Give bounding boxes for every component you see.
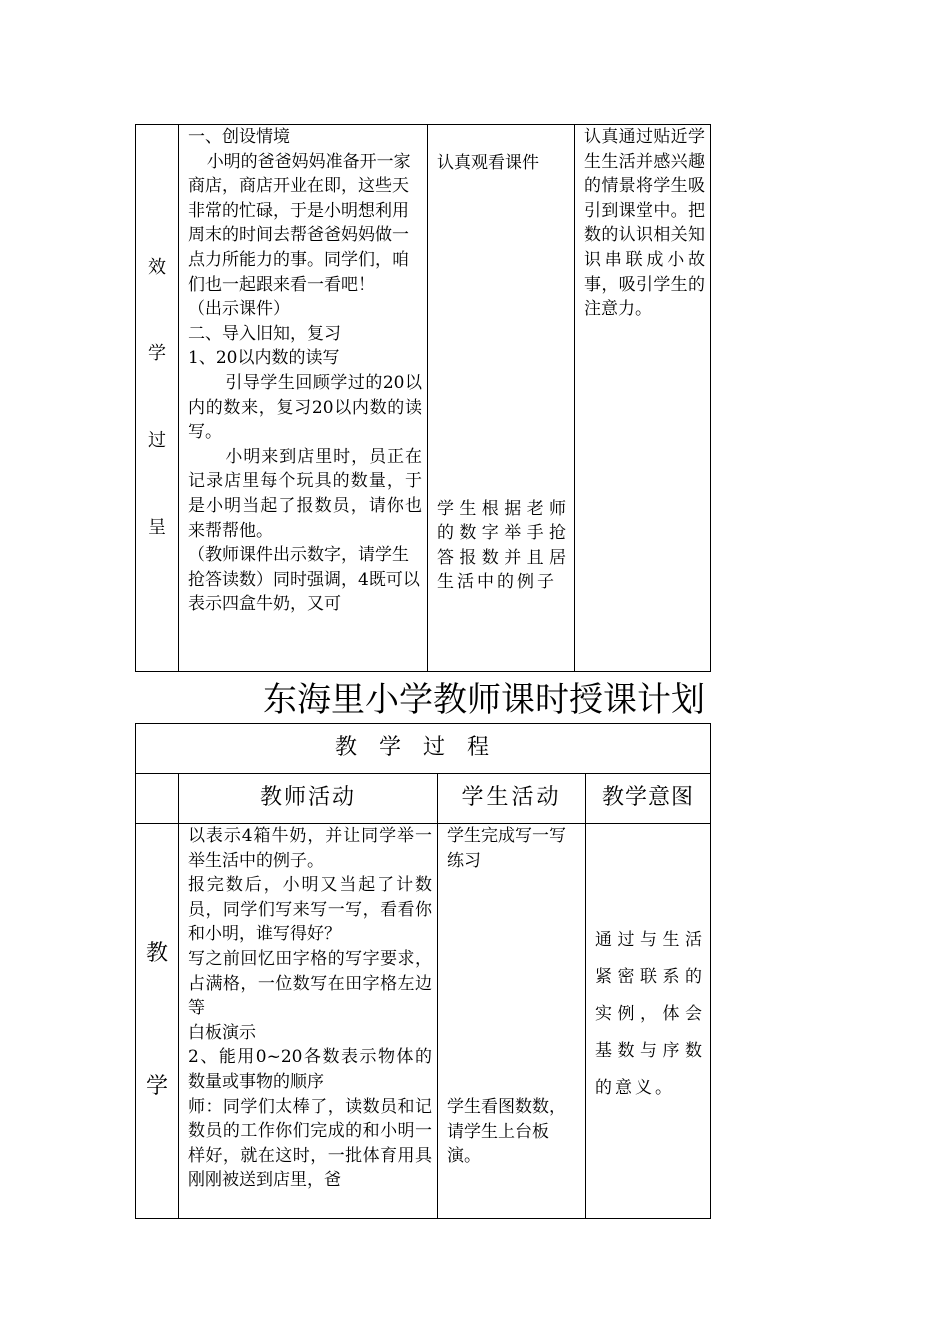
col-header-teacher: 教师活动	[179, 774, 438, 824]
intent-cell	[586, 824, 711, 1219]
lesson-table-bottom	[135, 723, 711, 1219]
paragraph: 引导学生回顾学过的20以内的数来，复习20以内数的读写。	[188, 372, 422, 443]
subheading: 2、能用0~20各数表示物体的数量或事物的顺序	[188, 1047, 432, 1092]
student-activity-text: 认真观看课件	[437, 153, 539, 173]
intent-cell	[575, 125, 711, 672]
student-activity-cell	[428, 125, 575, 672]
intent-text: 通过与生活紧密联系的实例，体会基数与序数的意义。	[595, 930, 706, 1098]
side-char: 学	[145, 1074, 168, 1099]
side-label-cell	[136, 824, 179, 1219]
paragraph: 师：同学们太棒了，读数员和记数员的工作你们完成的和小明一样好，就在这时，一批体育用具刚刚被送到店里，爸	[188, 1096, 432, 1191]
side-char: 学	[148, 343, 166, 365]
side-char: 效	[148, 256, 166, 278]
subheading: 1、20以内数的读写	[188, 348, 340, 369]
paragraph: 写之前回忆田字格的写字要求，占满格，一位数写在田字格左边等	[188, 948, 432, 1019]
document-title: 东海里小学教师课时授课计划	[263, 680, 705, 720]
paragraph: 小明的爸爸妈妈准备开一家商店，商店开业在即，这些天非常的忙碌，于是小明想利用周末的时间去帮爸爸妈妈做一点力所能力的事。同学们，咱们也一起跟来看一看吧！	[188, 151, 411, 295]
paragraph: 报完数后，小明又当起了计数员，同学们写来写一写，看看你和小明，谁写得好？	[188, 875, 432, 945]
side-char: 呈	[148, 516, 166, 538]
lesson-table-top	[135, 124, 711, 672]
empty-header-cell	[136, 774, 179, 824]
section-header: 教学过程	[335, 735, 512, 761]
col-header-student: 学生活动	[438, 774, 586, 824]
section-heading: 一、创设情境	[188, 127, 290, 147]
side-label-cell	[136, 125, 179, 672]
paragraph: （教师课件出示数字，请学生抢答读数）同时强调，4既可以表示四盒牛奶，又可	[188, 545, 420, 615]
paragraph: 以表示4箱牛奶，并让同学举一举生活中的例子。	[188, 826, 432, 871]
teacher-activity-cell	[179, 125, 428, 672]
teacher-activity-cell	[179, 824, 438, 1219]
section-header-cell	[136, 724, 711, 774]
paragraph: 白板演示	[188, 1022, 256, 1043]
student-activity-text: 学生看图数数，请学生上台板演。	[447, 1097, 566, 1167]
student-activity-text: 学生完成写一写练习	[447, 826, 566, 871]
intent-text: 认真通过贴近学生生活并感兴趣的情景将学生吸引到课堂中。把数的认识相关知识串联成小故事，吸引学生的注意力。	[584, 127, 705, 320]
student-activity-text: 学生根据老师的数字举手抢答报数并且居生活中的例子	[437, 498, 569, 593]
side-char: 过	[148, 430, 166, 451]
paragraph: 小明来到店里时，员正在记录店里每个玩具的数量，于是小明当起了报数员，请你也来帮帮他。	[188, 446, 422, 541]
paragraph: （出示课件）	[188, 299, 290, 320]
student-activity-cell	[438, 824, 586, 1219]
col-header-intent: 教学意图	[586, 774, 711, 824]
side-char: 教	[145, 941, 168, 967]
section-heading: 二、导入旧知，复习	[188, 323, 341, 344]
